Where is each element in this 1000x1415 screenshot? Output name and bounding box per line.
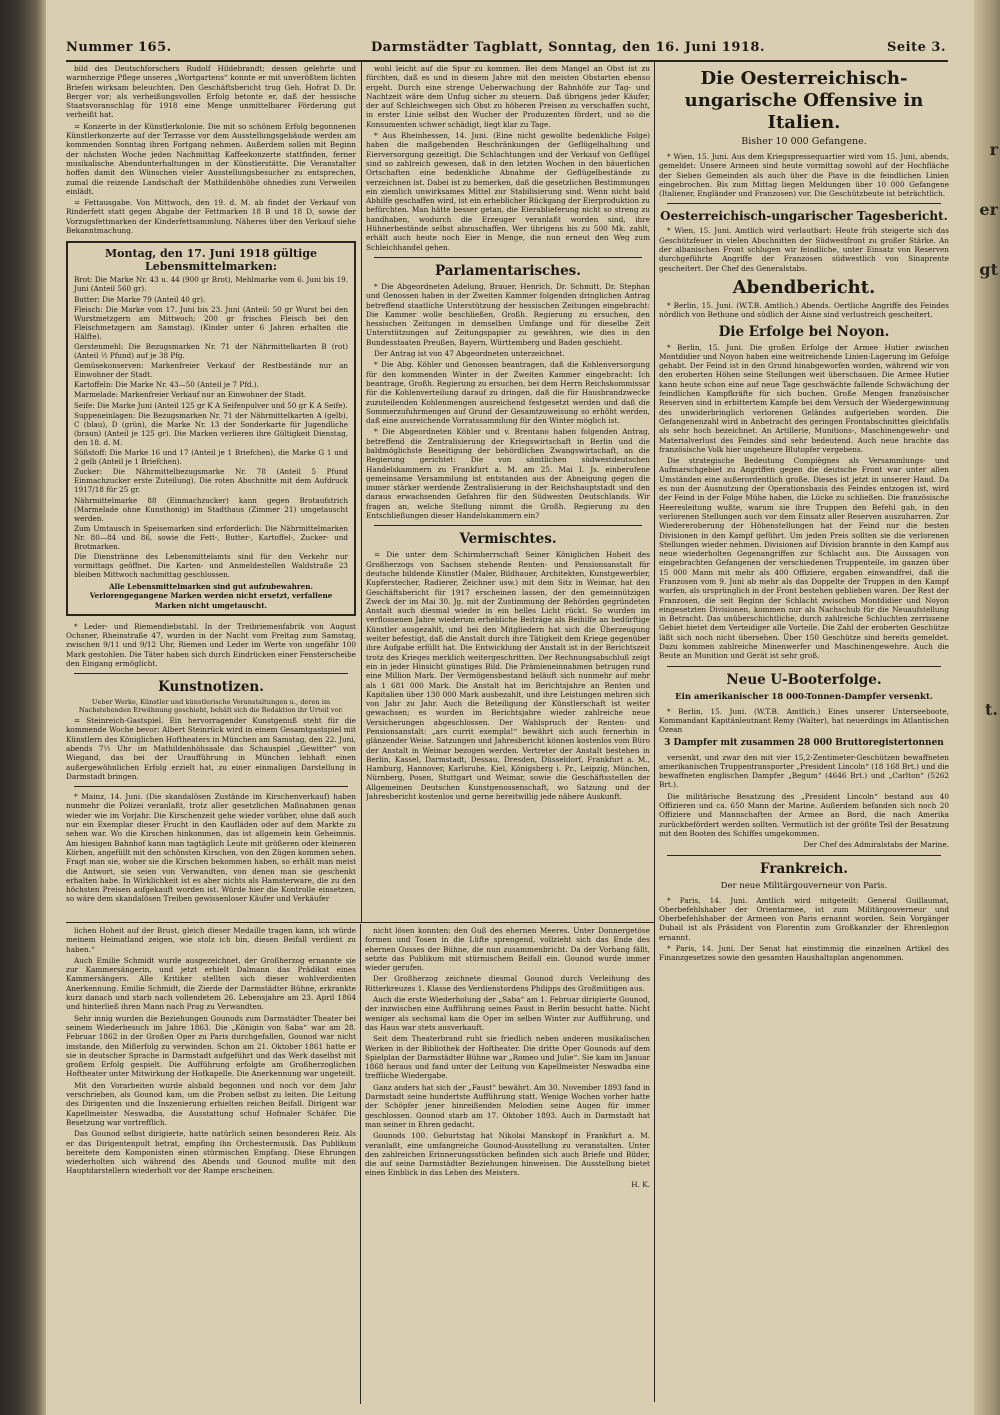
feuilleton-left — [66, 926, 356, 1404]
article-paragraph: Das Gounod selbst dirigierte, hatte natürlich seinen besonderen Reiz. Als er das Dirigentenpult betrat, empfing ihn Orchestermusik. Das Publikum bereitete dem Komponisten einen stürmischen Empfang. Diese Ehrungen wiederholten sich während des Abends und Gounod mußte mit den Hauptdarstellern wiederholt vor der Rampe erscheinen. — [66, 1129, 356, 1176]
feuilleton-right — [365, 926, 650, 1404]
section-title: Die Erfolge bei Noyon. — [718, 323, 890, 340]
column-rule — [654, 62, 655, 1402]
ration-line: Seife: Die Marke Juni (Anteil 125 gr K A Seifenpulver und 50 gr K A Seife). — [74, 400, 348, 410]
headline: Die Oesterreichisch-ungarische Offensive in Italien. — [684, 68, 924, 133]
section-title: Abendbericht. — [732, 276, 876, 298]
article-paragraph: lichen Hoheit auf der Brust, gleich dieser Medaille tragen kann, ich würde meinem Heimatland zeigen, wie stolz ich bin, diesen Beifall verdient zu haben.“ — [66, 926, 356, 954]
edge-letter: r — [989, 140, 998, 159]
article-paragraph: wohl leicht auf die Spur zu kommen. Bei dem Mangel an Obst ist zu fürchten, daß es und in diesem Jahre mit den meisten Obstarten ebenso ergeht. Durch eine strenge Ueberwachung der Bahnhöfe zur Tag- und Nachtzeit wäre dem Unfug sicher zu steuern. Daß übrigens jeder Käufer, der auf Schleichwegen sich Obst zu höheren Preisen zu verschaffen sucht, in erster Linie selbst den Wucher der Produzenten fördert, und so die Konsumenten schwer schädigt, liegt klar zu Tage. — [366, 64, 650, 129]
ration-box-title: Montag, den 17. Juni 1918 gültige Lebensmittelmarken: — [104, 247, 318, 274]
ration-line: Butter: Die Marke 79 (Anteil 40 gr). — [74, 294, 206, 304]
article-paragraph: versenkt, und zwar den mit vier 15,2-Zentimeter-Geschützen bewaffneten amerikanischen Truppentransporter „President Lincoln“ (18 168 Brt.) und die bewaffneten englischen Dampfer „Begum“ (4646 Brt.) und „Carlton“ (5262 Brt.). — [659, 752, 949, 790]
section-title: Parlamentarisches. — [435, 262, 581, 279]
book-binding — [0, 0, 46, 1415]
ration-line: Zum Umtausch in Speisemarken sind erforderlich: Die Nährmittelmarken Nr. 80—84 und 86, sowie die Fett-, Butter-, Kartoffel-, Zucker- und Brotmarken. — [74, 523, 348, 551]
adjacent-page-edge — [974, 0, 1000, 1415]
section-divider — [374, 525, 642, 526]
section-divider — [374, 257, 642, 258]
ration-line: Nährmittelmarke 88 (Einmachzucker) kann gegen Brotaufstrich (Marmelade ohne Kunsthonig) im Stadthaus (Zimmer 21) umgetauscht werden. — [74, 495, 348, 523]
ration-notice-box — [66, 241, 356, 615]
article-paragraph: Seit dem Theaterbrand ruht sie friedlich neben anderen musikalischen Werken in der Bibliothek der Hoftheater. Die dritte Oper Gounods auf dem Spielplan der Darmstädter Bühne war „Romeo und Julie“. Sie kam im Januar 1868 heraus und fand unter der Leitung von Kapellmeister Neswadba eine treffliche Wiedergabe. — [365, 1034, 650, 1081]
article-paragraph: bild des Deutschforschers Rudolf Hildebrandt; dessen gelehrte und warmherzige Pflege unseres „Wortgartens“ konnte er mit unverößtem lichten Briefen wirksam beleuchten. Den Geschäftsbericht trug Geh. Hofrat D. Dr. Berger vor; als verheißungsvollen Erfolg betonte er, daß der hessische Staatsvoranschlag für 1918 eine Menge unmittelbarer Förderung gut verheißt hat. — [66, 64, 356, 120]
ration-line: Marmelade: Markenfreier Verkauf nur an Einwohner der Stadt. — [74, 390, 307, 400]
ration-line: Zucker: Die Nährmittelbezugsmarke Nr. 78 (Anteil 5 Pfund Einmachzucker erste Zuteilung). Die roten Abschnitte mit dem Aufdruck 1917/18 für 25 gr. — [74, 467, 348, 495]
article-paragraph: nicht lösen konnten: den Guß des ehernen Meeres. Unter Donnergetöse formen und Tosen in die Lüfte sprengend, vollzieht sich das Ende des ehernen Gusses der Bühne, die nun zusammenbricht. Da der Vorhang fällt, setzte das Publikum mit stürmischem Beifall ein. Gounod wurde immer wieder gerufen. — [365, 926, 650, 973]
ration-line: Kartoffeln: Die Marke Nr. 43—50 (Anteil je 7 Pfd.). — [74, 380, 259, 390]
article-paragraph: Der Antrag ist von 47 Abgeordneten unterzeichnet. — [374, 349, 565, 359]
ration-line: Gerstenmehl: Die Bezugsmarken Nr. 71 der Nährmittelkarten B (rot) (Anteil ½ Pfund) auf je 38 Pfg. — [74, 342, 348, 361]
ration-line: Fleisch: Die Marke vom 17. Juni bis 23. Juni (Anteil: 50 gr Wurst bei den Wurstmetzgern am Mittwoch; 200 gr frisches Fleisch bei den Fleischmetzgern am Samstag). (Kinder unter 6 Jahren erhalten die Hälfte). — [74, 304, 348, 341]
page-header — [66, 40, 946, 62]
section-divider — [667, 855, 941, 856]
highlight-line: 3 Dampfer mit zusammen 28 000 Bruttoregistertonnen — [664, 737, 944, 748]
column-left — [66, 64, 356, 920]
section-divider — [667, 666, 941, 667]
edge-letter: gt — [979, 260, 998, 279]
page-number: Seite 3. — [887, 40, 946, 55]
section-divider — [74, 673, 348, 674]
article-paragraph: Mit den Vorarbeiten wurde alsbald begonnen und noch vor dem Jahr verschrieben, als Gounod kam, um die Proben selbst zu leiten. Die Leitung des Dirigenten und die Inszenierung erhielten reichen Beifall. Dirigent war Kapellmeister Neswadba, die Ausstattung schuf Hofmaler Schäfer. Die Besetzung war vortrefflich. — [66, 1080, 356, 1127]
ration-line: Brot: Die Marke Nr. 43 u. 44 (900 gr Brot), Mehlmarke vom 6. Juni bis 19. Juni (Anteil 560 gr). — [74, 275, 348, 294]
article-paragraph: * Berlin, 15. Juni. (W.T.B. Amtlich.) Eines unserer Unterseeboote, Kommandant Kapitänleutnant Remy (Walter), hat neuerdings im Atlantischen Ozean — [659, 706, 949, 735]
column-right — [659, 64, 949, 1404]
article-paragraph: = Konzerte in der Künstlerkolonie. Die mit so schönem Erfolg begonnenen Künstlerkonzerte auf der Terrasse vor dem Ausstellungsgebäude werden am kommenden Sonntag ihren Fortgang nehmen. Außerdem sollen mit Beginn der nächsten Woche jeden Nachmittag Kaffeekonzerte stattfinden, ferner musikalische Abendunterhaltungen in der Künstlerstätte. Die Veranstalter hoffen damit den Wünschen vieler Ausstellungsbesucher zu entsprechen, zumal die reizende Landschaft der Mathildenhöhe ohnedies zum Verweilen einlädt. — [66, 121, 356, 196]
article-paragraph: Auch Emilie Schmidt wurde ausgezeichnet, der Großherzog ernannte sie zur Kammersängerin, und jetzt erhielt Dalmann das Prädikat eines Kammersängers. Alle Kritiker stellten sich dieser wohlverdienten Anerkennung. Emilie Schmidt, die Zierde der Darmstädter Bühne, erkrankte kurz danach und starb nach vollendetem 26. Lebensjahre am 23. April 1864 und hinterließ ihren Mann nach Prag zu Verwandten. — [66, 955, 356, 1012]
headline-subtitle: Bisher 10 000 Gefangene. — [741, 136, 867, 147]
ration-line: Suppeneinlagen: Die Bezugsmarken Nr. 71 der Nährmittelkarten A (gelb), C (blau), D (grün), die Marke Nr. 13 der Sonderkarte für Jugendliche (braun) (Anteil je 125 gr). Die Marken verlieren ihre Gültigkeit Dienstag, den 18. d. M. — [74, 410, 348, 447]
edge-letter: er — [979, 200, 998, 219]
ration-line: Süßstoff: Die Marke 16 und 17 (Anteil je 1 Briefchen), die Marke G 1 und 2 gelb (Anteil je 1 Briefchen). — [74, 448, 348, 467]
section-title: Oesterreichisch-ungarischer Tagesbericht. — [660, 209, 948, 224]
article-paragraph: Ganz anders hat sich der „Faust“ bewährt. Am 30. November 1893 fand in Darmstadt seine hundertste Aufführung statt. Wenige Wochen vorher hatte der Schöpfer jener hinreißenden Melodien seine Augen für immer geschlossen. Gounod starb am 17. Oktober 1893. Auch in Darmstadt hat man seiner in Ehren gedacht. — [365, 1082, 650, 1129]
article-paragraph: Die strategische Bedeutung Compiègnes als Versammlungs- und Aufmarschgebiet zu Angriffen gegen die deutsche Front war unter allen Umständen eine außerordentlich große. Dieses ist jetzt in unserer Hand. Da es nun der Ausnutzung der Operationsbasis des Feindes entzogen ist, wird der Feind in der Folge Mühe haben, die Lücke zu schließen. Die französische Heeresleitung wußte, warum sie ihre Truppen den Befehl gab, in den verlorenen Stellungen auch vor dem Einsatz aller Reserven auszuharren. Zur Wiedereroberung der Höhenstellungen hat der Feind nur die besten Divisionen in den Kampf geführt. Um jeden Preis sollten sie die verlorenen Stellungen wieder nehmen. Divisionen auf Division brannte in den Kampf aus neue wiederholten Gegenangriffen zur Schlacht aus. Die Aussagen von eingebrachten Gefangenen der verschiedenen Truppenteile, im ganzen über 15 000 Mann mit mehr als 400 Offiziere, ergaben einwandfrei, daß die Franzosen vom 9. Juni ab mehr als das Doppelte der Truppen in den Kampf warfen, als ursprünglich in der Front bestehen geblieben waren. Der Rest der Franzosen, die seit Beginn der Schlacht zwischen Montdidier und Noyon eingesetzten Divisionen, kommen nur als Nachschub für die Neuaufstellung in Betracht. Das unüberschichtliche, durch zahlreiche Schluchten zerrissene Gebiet bietet dem Verteidiger alle Vorteile. Die Zahl der eroberten Geschütze läßt sich noch nicht übersehen. Über 150 Geschütze sind bereits gemeldet. Dazu kommen zahlreiche Minenwerfer und Maschinengewehre. Auch die Beute an Munition und Gerät ist sehr groß. — [659, 456, 949, 661]
editorial-note: Ueber Werke, Künstler und künstlerische Veranstaltungen u., deren im Nachstehenden Erwähnung geschieht, behält sich die Redaktion ihr Urteil vor. — [78, 698, 344, 715]
column-rule — [360, 924, 361, 1404]
article-paragraph: * Paris, 14. Juni. Der Senat hat einstimmig die einzelnen Artikel des Finanzgesetzes sowie den gesamten Haushaltsplan angenommen. — [659, 944, 949, 963]
issue-number: Nummer 165. — [66, 40, 172, 55]
section-subtitle: Der neue Militärgouverneur von Paris. — [720, 880, 888, 891]
section-divider — [667, 203, 941, 204]
article-paragraph: * Wien, 15. Juni. Aus dem Kriegspressequartier wird vom 15. Juni, abends, gemeldet: Unsere Armeen sind heute vormittag sowohl auf der Hochfläche der Sieben Gemeinden als auch über die Piave in die feindlichen Linien eingebrochen. Bis zum Mittag liegen Meldungen über 10 000 Gefangene (Italiener, Engländer und Franzosen) vor. Die Geschützbeute ist beträchtlich. — [659, 152, 949, 199]
edge-letter: t. — [985, 700, 998, 719]
article-paragraph: * Berlin, 15. Juni. Die großen Erfolge der Armee Hutier zwischen Montdidier und Noyon haben eine weitreichende Linien-Lagerung im Gefolge gehabt. Der Feind ist in den Grund hinabgeworfen worden, während wir von den eroberten Höhen seine Stellungen weit überschauen. Die Armee Hutier kann heute schon eine auf neue Tage geschwächte fallende Schwächung der feindlichen Kampfkräfte für sich buchen. Große Mengen französischer Reserven sind in erbittertem Kampfe bei dem Versuch der Wiedergewinnung des unwiderbringlich verlorenen Geländes aufgerieben worden. Die Gefangenenzahl wird in Anbetracht des geringen Frontabschnittes gleichfalls als sehr hoch bezeichnet. An Artillerie, Munitions-, Maschinengewehr- und Materialverlust des Feindes sind sehr bedeutend. Auch neue brachte das französische Volk hier ungeheure Blutopfer vergebens. — [659, 342, 949, 454]
article-paragraph: Auch die erste Wiederholung der „Saba“ am 1. Februar dirigierte Gounod, der inzwischen eine Aufführung seines Faust in Berlin besucht hatte. Nicht weniger als sechsmal kam die Oper im selben Winter zur Aufführung, und das Haus war stets ausverkauft. — [365, 995, 650, 1032]
section-title: Frankreich. — [760, 860, 848, 877]
article-paragraph: Die militärische Besatzung des „President Lincoln“ bestand aus 40 Offizieren und ca. 650 Mann der Marine. Außerdem befanden sich noch 20 Offiziere und Mannschaften der Armee an Bord, die nach Amerika zurückbefördert werden sollten. Vermutlich ist der größte Teil der Besatzung mit den Booten des Schiffes umgekommen. — [659, 791, 949, 838]
ration-line: Die Dienstränne des Lebensmittelamts sind für den Verkehr nur vormittags geöffnet. Die Karten- und Anmeldestellen Waldstraße 23 bleiben Mittwoch nachmittag geschlossen. — [74, 552, 348, 580]
section-rule — [66, 922, 654, 923]
header-rule — [66, 60, 948, 62]
section-divider — [74, 786, 348, 787]
section-title: Neue U-Booterfolge. — [726, 671, 882, 688]
article-paragraph: * Mainz, 14. Juni. (Die skandalösen Zustände im Kirschenverkauf) haben nunmehr die Polizei veranlaßt, trotz aller gesetzlichen Maßnahmen genau wieder wie im Vorjahr. Die Kirschenzeit gehe wieder vorüber, ohne daß auch nur ein Exemplar dieser Frucht in den Kaufläden oder auf dem Markte zu sehen war. Wo die Kirschen hinkommen, das ist allgemein kein Geheimnis. Am hiesigen Bahnhof kann man tagtäglich Leute mit größeren oder kleineren Körben, angefüllt mit den schönsten Kirschen, von den Zügen kommen sehen. Fragt man sie, woher sie die Kirschen bekommen haben, so erhält man meist die Antwort, sie seien von Verwandten, von denen man sie geschenkt erhalten habe. In Wirklichkeit ist es aber nichts als Hamsterware, die zu den höchsten Preisen aufgekauft worden ist. Würde hier die Kontrolle einsetzen, so wäre dem skandalösen Treiben gewissenloser Käufer und Verkäufer — [66, 792, 356, 904]
column-middle — [366, 64, 650, 920]
ration-line: Gemüsekonserven: Markenfreier Verkauf der Restbestände nur an Einwohner der Stadt. — [74, 361, 348, 380]
article-paragraph: = Fettausgabe. Von Mittwoch, den 19. d. M. ab findet der Verkauf von Rinderfett statt gegen Abgabe der Fettmarken 18 B und 18 D, sowie der Vorzugsfettmarken der Kinderfettsammlung. Näheres über den Verkauf siehe Bekanntmachung. — [66, 198, 356, 236]
article-paragraph: * Die Abgeordneten Adelung, Brauer, Henrich, Dr. Schmitt, Dr. Stephan und Genossen haben in der Zweiten Kammer folgenden dringlichen Antrag betreffend staatliche Unterstützung der hessischen Zeitungen eingebracht: Die Kammer wolle beschließen, Großh. Regierung zu ersuchen, den hessischen Zeitungen in demselben Umfange und für dieselbe Zeit Unterstützungen auf Zeitungspapier zu gewähren, wie dies in den Bundesstaaten Preußen, Bayern, Württemberg und Baden geschieht. — [366, 281, 650, 347]
article-paragraph: * Die Abgeordneten Köhler und v. Brentano haben folgenden Antrag, betreffend die Zentralisierung der Kriegswirtschaft in Berlin und die baldmöglichste Beseitigung der behördlichen Zwangswirtschaft, an die Regierung gerichtet: Die von sämtlichen südwestdeutschen Handelskammern zu Frankfurt a. M. am 25. Mai I. Js. einberufene gemeinsame Versammlung ist entstanden aus der Abneigung gegen die immer stärker werdende Zentralisierung in der Reichshauptstadt und den daraus erwachsenden Gefahren für den Südwesten Deutschlands. Wir fragen an, welche Stellung nimmt die Großh. Regierung zu den Entschließungen dieser Handelskammern ein? — [366, 427, 650, 521]
section-subtitle: Ein amerikanischer 18 000-Tonnen-Dampfer versenkt. — [675, 691, 933, 702]
article-paragraph: = Steinreich-Gastspiel. Ein hervorragender Kunstgenuß steht für die kommende Woche bevor: Albert Steinrück wird in einem Gesamtgastspiel mit Künstlern des Königlichen Hoftheaters in München am Samstag, den 22. Juni, abends 7½ Uhr im Mathildenhöhsaale das Schauspiel „Gewitter“ von Wiegand, das bei der Uraufführung in München lebhaft einen außergewöhnlichen Erfolg erzielt hat, zu einer einmaligen Darstellung in Darmstadt bringen. — [66, 716, 356, 781]
author-initials: H. K. — [631, 1179, 650, 1189]
article-paragraph: * Paris, 14. Juni. Amtlich wird mitgeteilt: General Guillaumat, Oberbefehlshaber der Orientarmee, ist zum Militärgouverneur und Oberbefehlshaber der Armeen von Paris ernannt worden. Sein Vorgänger Dubail ist als Präsident von Florentin zum Großkanzler der Ehrenlegion ernannt. — [659, 895, 949, 942]
article-paragraph: * Die Abg. Köhler und Genossen beantragen, daß die Kohlenversorgung für den kommenden Winter in der Zweiten Kammer eingebracht: Ich beantrage, Großh. Regierung zu ersuchen, bei dem Herrn Reichskommissar für die Kohlenverteilung darauf zu dringen, daß die für Hausbrandzwecke zuzuteilenden Kohlenmengen ausreichend festgesetzt werden und daß die Sommerzufuhrmengen auf Grund der Gesamtzuweisung so erhöht werden, daß eine ausreichende Vorratssammlung für den Winter möglich ist. — [366, 360, 650, 426]
column-rule — [361, 62, 362, 922]
signature-line: Der Chef des Admiralstabs der Marine. — [803, 840, 949, 850]
article-paragraph: * Aus Rheinhessen, 14. Juni. (Eine nicht gewollte bedenkliche Folge) haben die maßgebenden Beschränkungen der Geflügelhaltung und Eierversorgung gezeitigt. Die Schlachtungen und der Verkauf von Geflügel sind so zahlreich gewesen, daß in den letzten Wochen in den bäuerlichen Ortschaften eine bedenkliche Abnahme der Geflügelbestände zu verzeichnen ist. Dabei ist zu bemerken, daß die gesetzlichen Bestimmungen ein ziemlich unwirksames Mittel zur Stabilisierung sind. Wenn nicht bald Abhilfe geschaffen wird, ist ein erheblicher Rückgang der Eierproduktion zu befürchten. Man hätte besser getan, die Eierablieferung nicht so streng zu handhaben, wodurch die Erzeuger veranlaßt worden sind, ihre Hühnerbestände selbst abzuschaffen. Wer übrigens bis zu 500 Mk. zahlt, erhält auch heute noch Eier in Menge, die nun erneut den Weg zum Schleichhandel gehen. — [366, 131, 650, 252]
paper-title-date: Darmstädter Tagblatt, Sonntag, den 16. Juni 1918. — [371, 40, 765, 55]
ration-box-footer: Alle Lebensmittelmarken sind gut aufzubewahren. Verlorengegangene Marken werden nicht ersetzt, verfallene Marken nicht umgetauscht. — [89, 582, 333, 610]
article-paragraph: Gounods 100. Geburtstag hat Nikolai Manskopf in Frankfurt a. M. veranlaßt, eine umfangreiche Gounod-Ausstellung zu veranstalten. Unter den zahlreichen Erinnerungsstücken befinden sich auch Briefe und Bilder, die auf seine Darmstädter Beziehungen hinweisen. Die Ausstellung bietet einen Einblick in das Leben des Meisters. — [365, 1131, 650, 1178]
article-paragraph: * Wien, 15. Juni. Amtlich wird verlautbart: Heute früh steigerte sich das Geschützfeuer in vielen Abschnitten der Südwestfront zu großer Stärke. An der albanischen Front schlugen wir feindliche, unter Einsatz von Reserven durchgeführte Angriffe der Franzosen südwestlich von Sinaprente gescheitert. Der Chef des Generalstabs. — [659, 226, 949, 273]
section-title: Vermischtes. — [459, 531, 557, 548]
article-paragraph: = Die unter dem Schirmherrschaft Seiner Königlichen Hoheit des Großherzogs von Sachsen stehende Renten- und Pensionsanstalt für deutsche bildende Künstler (Maler, Bildhauer, Architekten, Kunstgewerbler, Kupferstecher, Radierer, Zeichner usw.) mit dem Sitz in Weimar, hat den Geschäftsbericht für 1917 erscheinen lassen, der den gemeinnützigen Zweck der im Mai 30. Jg. mit der Zustimmung der Behörden gegründeten Anstalt auch diesmal wieder in ein helles Licht rückt. So wurden im verflossenen Jahre wiederum erhebliche Beiträge als Beihilfe an bedürftige Künstler ausgezahlt, und bei den Mitgliedern hat sich die Überzeugung weiter befestigt, daß die Anstalt durch ihre Tätigkeit dem Kriege gegenüber ihre Aufgabe erfüllt hat. Die Entwicklung der Anstalt ist in der Berichtszeit trotz des Krieges merklich weitergeschritten. Der Rechnungsabschluß zeigt ein in jeder Hinsicht günstiges Bild. Die Prämieneinnahmen betrugen rund eine Million Mark. Der Vermögensbestand beläuft sich nunmehr auf mehr als 1 681 000 Mark. Die Anstalt hat im Berichtsjahre an Renten und Kapitalien über 130 000 Mark ausbezahlt, und ihre Leistungen mehren sich von Jahr zu Jahr. Auch die Beteiligung der Künstlerschaft ist weiter gewachsen; es wurden im Berichtsjahre wieder zahlreiche neue Versicherungen abgeschlossen. Der Wahlspruch der Renten- und Pensionsanstalt: „ars currit exempla!“ bewährt sich auch fernerhin in glänzender Weise. Satzungen und Jahresbericht können kostenlos vom Büro der Anstalt in Weimar bezogen werden. Vertreter der Anstalt bestehen in Berlin, Kassel, Darmstadt, Dessau, Dresden, Düsseldorf, Frankfurt a. M., Hamburg, Hannover, Karlsruhe, Kiel, Königsberg i. Pr., Leipzig, München, Nürnberg, Posen, Stuttgart und Weimar, sowie die Geschäftsstellen der Allgemeinen Deutschen Kunstgenossenschaft, wo Satzung und der Jahresbericht kostenlos und gerne bereitwillig jede nähere Auskunft. — [366, 550, 650, 802]
section-title: Kunstnotizen. — [158, 679, 264, 696]
article-paragraph: * Leder- und Riemendiebstahl. In der Treibriemenfabrik von August Ochsner, Rheinstraße 47, wurden in der Nacht vom Freitag zum Samstag, zwischen 9/11 und 9/12 Uhr, Riemen und Leder im Werte von ungefähr 100 Mark gestohlen. Die Täter haben sich durch Eindrücken einer Fensterscheibe den Eingang ermöglicht. — [66, 621, 356, 668]
article-paragraph: Sehr innig wurden die Beziehungen Gounods zum Darmstädter Theater bei seinem Wiederbesuch im Jahre 1863. Die „Königin von Saba“ war am 28. Februar 1862 in der Großen Oper zu Paris durchgefallen, Gounod war nicht imstande, den Mißerfolg zu verwinden. Schon am 21. Oktober 1861 hatte er sie in deutscher Sprache in Darmstadt aufgeführt und das Werk daselbst mit großem Erfolg gespielt. Die Aufführung erfolgte am Großherzoglichen Hoftheater unter Mitwirkung der Hofkapelle. Die Anerkennung war ungeteilt. — [66, 1013, 356, 1079]
article-paragraph: Der Großherzog zeichnete diesmal Gounod durch Verleihung des Ritterkreuzes 1. Klasse des Verdienstordens Philipps des Großmütigen aus. — [365, 974, 650, 993]
article-paragraph: * Berlin, 15. Juni. (W.T.B. Amtlich.) Abends. Oertliche Angriffe des Feindes nördlich von Bethune und südlich der Aisne sind verlustreich gescheitert. — [659, 300, 949, 320]
